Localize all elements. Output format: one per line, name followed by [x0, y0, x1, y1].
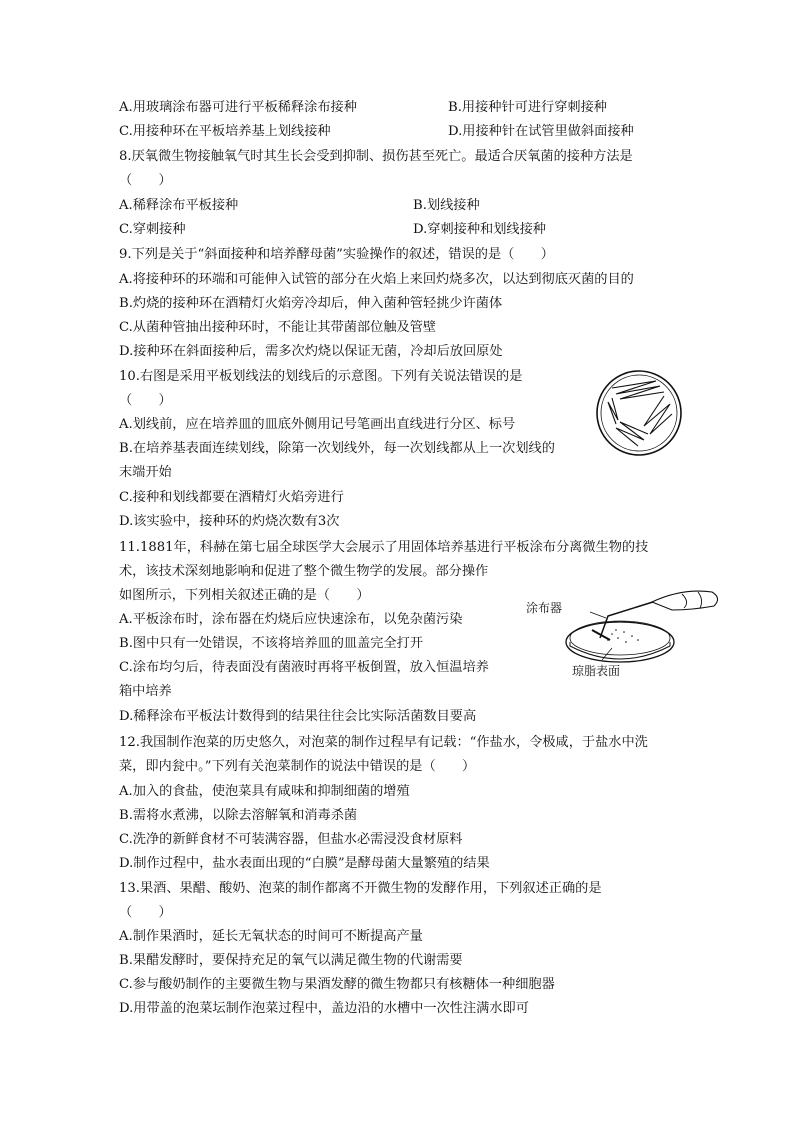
q11-option-b: B.图中只有一处错误，不该将培养皿的皿盖完全打开	[119, 636, 424, 651]
q7-option-a: A.用玻璃涂布器可进行平板稀释涂布接种	[119, 100, 357, 115]
streak-plate-figure	[594, 368, 684, 458]
q10-stem: 10.右图是采用平板划线法的划线后的示意图。下列有关说法错误的是	[119, 369, 523, 384]
q11-option-c-line2: 箱中培养	[119, 684, 172, 699]
q12-option-b: B.需将水煮沸，以除去溶解氧和消毒杀菌	[119, 808, 358, 823]
q11-stem-line3: 如图所示，下列相关叙述正确的是（ ）	[119, 588, 370, 603]
q10-option-b-line1: B.在培养基表面连续划线，除第一次划线外，每一次划线都从上一次划线的	[119, 441, 555, 456]
spreader-figure	[552, 580, 728, 670]
q9-option-a: A.将接种环的环端和可能伸入试管的部分在火焰上来回灼烧多次，以达到彻底灭菌的目的	[119, 272, 634, 287]
q11-option-c-line1: C.涂布均匀后，待表面没有菌液时再将平板倒置，放入恒温培养	[119, 660, 489, 675]
q11-option-d: D.稀释涂布平板法计数得到的结果往往会比实际活菌数目要高	[119, 709, 477, 724]
spreader-label: 涂布器	[526, 601, 563, 615]
q12-option-d: D.制作过程中，盐水表面出现的“白膜”是酵母菌大量繁殖的结果	[119, 856, 490, 871]
q7-option-d: D.用接种针在试管里做斜面接种	[448, 124, 634, 139]
q8-option-c: C.穿刺接种	[119, 222, 186, 237]
agar-surface-label: 琼脂表面	[572, 664, 621, 678]
q12-stem-line2: 菜，即内瓮中。”下列有关泡菜制作的说法中错误的是（ ）	[119, 759, 476, 774]
q10-option-b-line2: 末端开始	[119, 465, 172, 480]
q11-option-a: A.平板涂布时，涂布器在灼烧后应快速涂布，以免杂菌污染	[119, 612, 463, 627]
q9-option-b: B.灼烧的接种环在酒精灯火焰旁冷却后，伸入菌种管轻挑少许菌体	[119, 296, 503, 311]
q12-option-a: A.加入的食盐，使泡菜具有咸味和抑制细菌的增殖	[119, 784, 410, 799]
q7-option-c: C.用接种环在平板培养基上划线接种	[119, 124, 331, 139]
q12-option-c: C.洗净的新鲜食材不可装满容器，但盐水必需浸没食材原料	[119, 832, 463, 847]
q7-option-b: B.用接种针可进行穿刺接种	[448, 100, 607, 115]
q10-option-c: C.接种和划线都要在酒精灯火焰旁进行	[119, 490, 344, 505]
q11-stem-line2: 术，该技术深刻地影响和促进了整个微生物学的发展。部分操作	[119, 564, 489, 579]
q13-stem: 13.果酒、果醋、酸奶、泡菜的制作都离不开微生物的发酵作用，下列叙述正确的是	[119, 881, 602, 896]
q10-option-d: D.该实验中，接种环的灼烧次数有3次	[119, 514, 340, 529]
q13-option-c: C.参与酸奶制作的主要微生物与果酒发酵的微生物都只有核糖体一种细胞器	[119, 977, 555, 992]
q13-option-a: A.制作果酒时，延长无氧状态的时间可不断提高产量	[119, 929, 423, 944]
q8-option-d: D.穿刺接种和划线接种	[413, 222, 546, 237]
q9-option-d: D.接种环在斜面接种后，需多次灼烧以保证无菌，冷却后放回原处	[119, 344, 503, 359]
q8-option-b: B.划线接种	[413, 198, 480, 213]
q8-answer-paren: （ ）	[119, 173, 172, 188]
q12-stem-line1: 12.我国制作泡菜的历史悠久，对泡菜的制作过程早有记载：“作盐水，令极咸，于盐水中洗	[119, 735, 648, 750]
q13-option-d: D.用带盖的泡菜坛制作泡菜过程中，盖边沿的水槽中一次性注满水即可	[119, 1001, 529, 1016]
q9-stem: 9.下列是关于“斜面接种和培养酵母菌”实验操作的叙述，错误的是（ ）	[119, 247, 554, 262]
q11-stem-line1: 11.1881年，科赫在第七届全球医学大会展示了用固体培养基进行平板涂布分离微生物的技	[119, 540, 649, 555]
q13-option-b: B.果醋发酵时，要保持充足的氧气以满足微生物的代谢需要	[119, 953, 463, 968]
q10-option-a: A.划线前，应在培养皿的皿底外侧用记号笔画出直线进行分区、标号	[119, 417, 516, 432]
q9-option-c: C.从菌种管抽出接种环时，不能让其带菌部位触及管壁	[119, 320, 437, 335]
q10-answer-paren: （ ）	[119, 393, 172, 408]
q13-answer-paren: （ ）	[119, 905, 172, 920]
q8-option-a: A.稀释涂布平板接种	[119, 198, 239, 213]
q8-stem: 8.厌氧微生物接触氧气时其生长会受到抑制、损伤甚至死亡。最适合厌氧菌的接种方法是	[119, 149, 633, 164]
